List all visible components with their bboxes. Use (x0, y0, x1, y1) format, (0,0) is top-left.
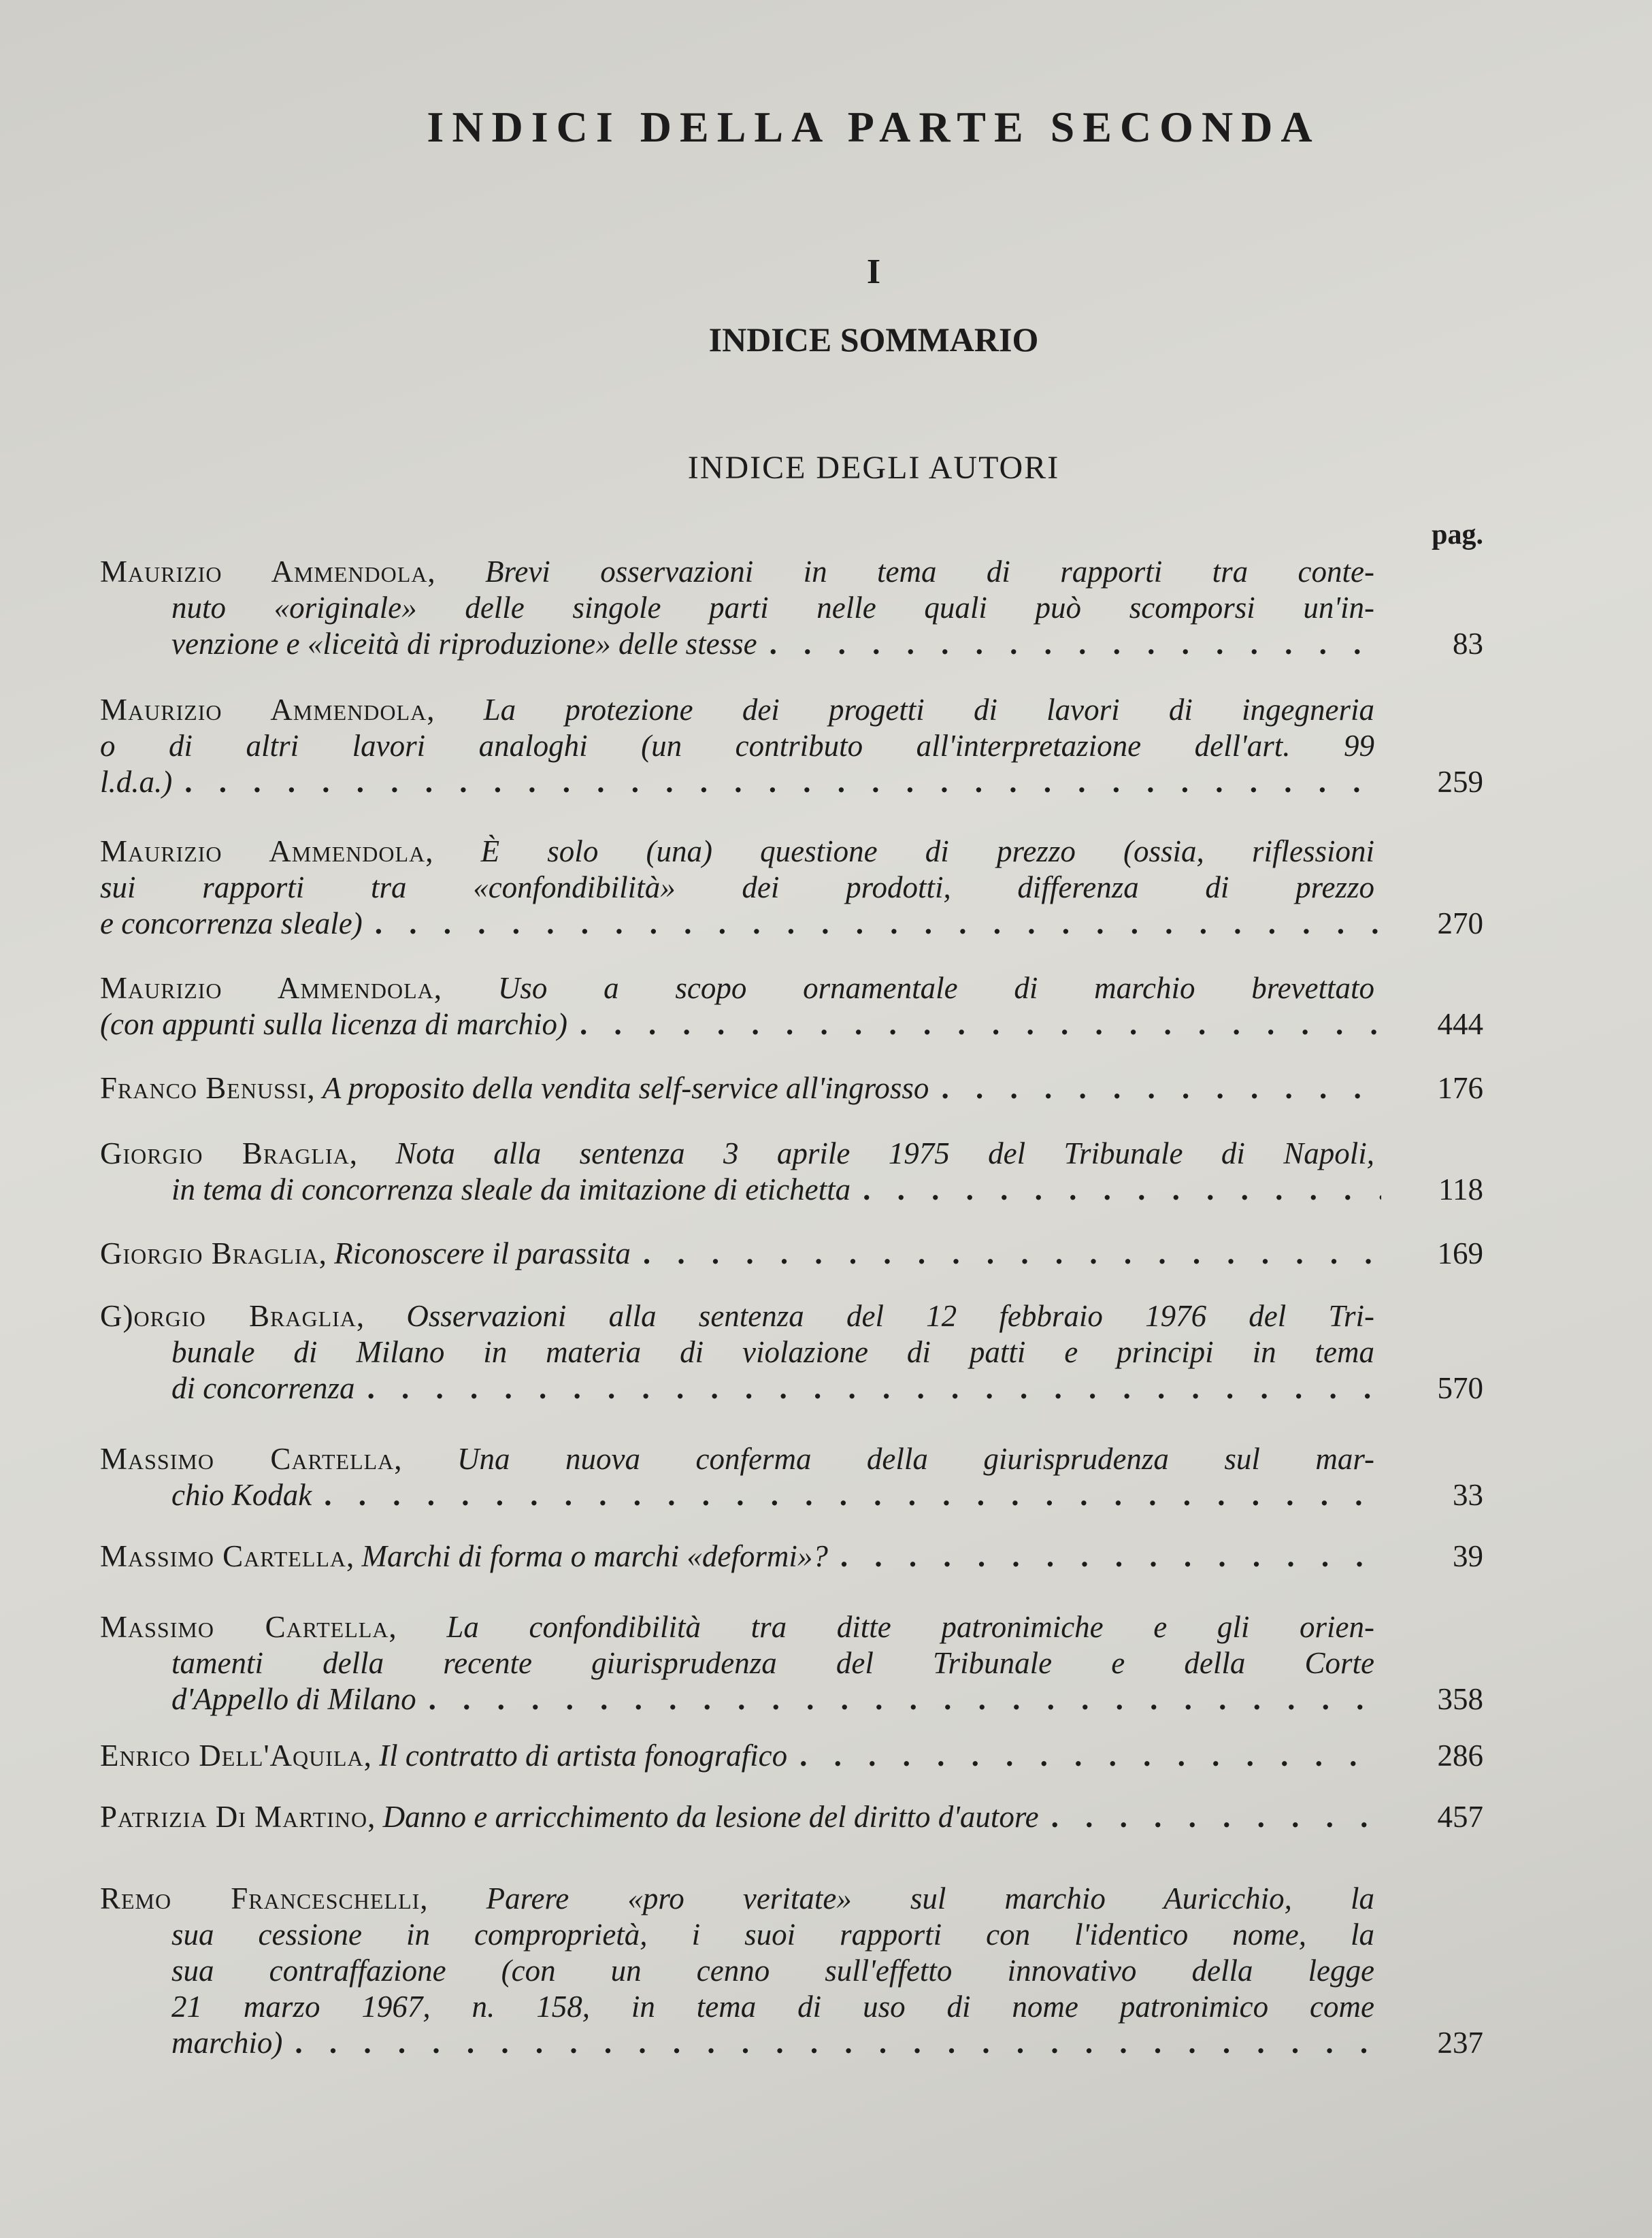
entry-line (100, 1681, 1483, 1717)
entry-text (100, 1006, 567, 1042)
entry-text (171, 1477, 312, 1513)
entry-line (100, 1136, 1374, 1172)
dot-leader (312, 1477, 1381, 1513)
entry-title: Il contratto di artista fonografico (379, 1739, 788, 1773)
dot-leader (416, 1681, 1381, 1717)
page-number: 358 (1437, 1682, 1483, 1716)
entry-title: tamenti della recente giurisprudenza del Tribunale e della Corte (171, 1646, 1374, 1680)
dot-leader (1039, 1799, 1381, 1835)
entry-text (171, 591, 1374, 625)
page-number: 270 (1437, 906, 1483, 940)
page-number: 259 (1437, 765, 1483, 799)
entry-title: venzione e «liceità di riproduzione» delle stesse (171, 627, 757, 661)
author-name: Maurizio Ammendola (100, 693, 427, 727)
index-entry (100, 1799, 1483, 1835)
entry-title: di concorrenza (171, 1371, 355, 1405)
index-entry (100, 692, 1483, 800)
entry-line (100, 1370, 1483, 1406)
entry-text (171, 626, 757, 662)
entry-line (100, 1538, 1483, 1575)
page-number: 83 (1453, 627, 1483, 661)
entry-text: Massimo Cartella, Marchi di forma o marchi «deformi»? (100, 1539, 828, 1573)
page-number: 286 (1437, 1739, 1483, 1773)
entry-line (100, 970, 1374, 1006)
entry-line (100, 1172, 1483, 1208)
entry-title: La confondibilità tra ditte patronimiche e gli orien- (446, 1610, 1375, 1644)
author-name: Maurizio Ammendola (100, 971, 434, 1005)
entry-line (100, 1738, 1483, 1774)
page-number: 118 (1438, 1172, 1483, 1206)
entry-title: Nota alla sentenza 3 aprile 1975 del Tribunale di Napoli, (395, 1136, 1374, 1170)
index-entry (100, 1441, 1483, 1513)
entry-line (100, 2025, 1483, 2061)
index-entry (100, 1538, 1483, 1575)
entry-text: Maurizio Ammendola, È solo (una) questione di prezzo (ossia, riflessioni (100, 834, 1374, 868)
entry-line (100, 1477, 1483, 1513)
dot-leader (929, 1070, 1381, 1106)
author-name: Enrico Dell'Aquila (100, 1739, 364, 1773)
index-entry (100, 1070, 1483, 1106)
entry-title: Danno e arricchimento da lesione del diritto d'autore (382, 1800, 1039, 1834)
entry-line (100, 906, 1483, 942)
author-name: Patrizia Di Martino (100, 1800, 368, 1834)
entry-title: La protezione dei progetti di lavori di ingegneria (483, 693, 1375, 727)
author-name: Maurizio Ammendola (100, 555, 428, 589)
entry-text: Massimo Cartella, Una nuova conferma della giurisprudenza sul mar- (100, 1442, 1375, 1476)
entry-text: Maurizio Ammendola, La protezione dei progetti di lavori di ingegneria (100, 693, 1375, 727)
entry-text: Franco Benussi, A proposito della vendita self-service all'ingrosso (100, 1071, 929, 1105)
entry-text (171, 1335, 1374, 1369)
page-number: 176 (1437, 1071, 1483, 1105)
page-number: 39 (1453, 1539, 1483, 1573)
entry-text: G)orgio Braglia, Osservazioni alla sentenza del 12 febbraio 1976 del Tri- (100, 1299, 1375, 1333)
entry-text (100, 870, 1374, 904)
entry-text (100, 729, 1374, 763)
entry-line (100, 626, 1483, 662)
author-name: G)orgio Braglia (100, 1299, 357, 1333)
entry-text (171, 1954, 1374, 1988)
entry-line (100, 1881, 1374, 1917)
page-number: 237 (1437, 2026, 1483, 2060)
entry-text (171, 1990, 1374, 2024)
entry-title: sui rapporti tra «confondibilità» dei prodotti, differenza di prezzo (100, 870, 1374, 904)
entry-title: Una nuova conferma della giurisprudenza sul mar- (457, 1442, 1375, 1476)
entry-title: Brevi osservazioni in tema di rapporti tra conte- (485, 555, 1374, 589)
entry-text (171, 1681, 416, 1717)
entry-title: chio Kodak (171, 1478, 312, 1512)
index-entry (100, 1298, 1483, 1406)
entry-text (171, 1370, 355, 1406)
entry-line (100, 590, 1374, 626)
dot-leader (567, 1006, 1381, 1042)
entry-text: Remo Franceschelli, Parere «pro veritate» sul marchio Auricchio, la (100, 1881, 1375, 1915)
entry-line (100, 1236, 1483, 1272)
author-name: Giorgio Braglia (100, 1136, 350, 1170)
section-heading: INDICE DEGLI AUTORI (687, 450, 1060, 486)
entry-line (100, 870, 1374, 906)
entry-title: A proposito della vendita self-service all'ingrosso (322, 1071, 929, 1105)
index-entry (100, 1738, 1483, 1774)
entry-title: Parere «pro veritate» sul marchio Auricchio, la (486, 1881, 1375, 1915)
entry-title: nuto «originale» delle singole parti nelle quali può scomporsi un'in- (171, 591, 1374, 625)
dot-leader (631, 1236, 1381, 1272)
author-name: Giorgio Braglia (100, 1236, 319, 1270)
entry-line (100, 728, 1374, 764)
entry-text: Maurizio Ammendola, Brevi osservazioni in tema di rapporti tra conte- (100, 555, 1374, 589)
author-name: Massimo Cartella (100, 1539, 347, 1573)
entry-title: 21 marzo 1967, n. 158, in tema di uso di nome patronimico come (171, 1990, 1374, 2024)
dot-leader (363, 906, 1381, 942)
part-number: I (866, 252, 881, 291)
index-entry (100, 554, 1483, 662)
dot-leader (355, 1370, 1381, 1406)
entry-title: e concorrenza sleale) (100, 906, 363, 940)
entry-line (100, 1609, 1374, 1645)
page-number: 457 (1437, 1800, 1483, 1834)
author-name: Massimo Cartella (100, 1442, 395, 1476)
entry-text (100, 764, 172, 800)
author-name: Maurizio Ammendola (100, 834, 426, 868)
subtitle: INDICE SOMMARIO (708, 320, 1039, 359)
entry-line (100, 1989, 1374, 2025)
entry-line (100, 1441, 1374, 1477)
entry-text: Massimo Cartella, La confondibilità tra ditte patronimiche e gli orien- (100, 1610, 1375, 1644)
page-column-label: pag. (1432, 519, 1483, 550)
entry-text (171, 1646, 1374, 1680)
entry-title: Marchi di forma o marchi «deformi»? (361, 1539, 828, 1573)
index-entry (100, 834, 1483, 942)
dot-leader (828, 1538, 1381, 1575)
index-entry (100, 1881, 1483, 2061)
entry-text (171, 1918, 1374, 1952)
entry-line (100, 1799, 1483, 1835)
page-number: 570 (1437, 1371, 1483, 1405)
entry-text: Giorgio Braglia, Nota alla sentenza 3 aprile 1975 del Tribunale di Napoli, (100, 1136, 1374, 1170)
dot-leader (757, 626, 1381, 662)
index-entry (100, 1609, 1483, 1717)
entry-title: (con appunti sulla licenza di marchio) (100, 1007, 567, 1041)
entry-text: Enrico Dell'Aquila, Il contratto di artista fonografico (100, 1739, 788, 1773)
entry-line (100, 1917, 1374, 1953)
dot-leader (787, 1738, 1381, 1774)
entry-text (171, 2025, 282, 2061)
entry-text: Maurizio Ammendola, Uso a scopo ornamentale di marchio brevettato (100, 971, 1375, 1005)
index-entry (100, 1136, 1483, 1208)
entry-line (100, 1334, 1374, 1370)
entry-line (100, 1006, 1483, 1042)
index-entry (100, 970, 1483, 1042)
entry-title: Uso a scopo ornamentale di marchio brevettato (497, 971, 1375, 1005)
entry-title: sua cessione in comproprietà, i suoi rapporti con l'identico nome, la (171, 1918, 1374, 1952)
author-name: Remo Franceschelli (100, 1881, 420, 1915)
entry-line (100, 1953, 1374, 1989)
entry-title: Riconoscere il parassita (334, 1236, 631, 1270)
page-number: 33 (1453, 1478, 1483, 1512)
entry-title: È solo (una) questione di prezzo (ossia, riflessioni (480, 834, 1374, 868)
entry-text: Patrizia Di Martino, Danno e arricchimento da lesione del diritto d'autore (100, 1800, 1039, 1834)
page-number: 169 (1437, 1236, 1483, 1270)
entry-text (171, 1172, 850, 1208)
entry-title: marchio) (171, 2026, 283, 2060)
entry-title: d'Appello di Milano (171, 1682, 416, 1716)
entry-title: l.d.a.) (100, 765, 173, 799)
entry-title: in tema di concorrenza sleale da imitazione di etichetta (171, 1172, 851, 1206)
dot-leader (282, 2025, 1381, 2061)
entry-title: sua contraffazione (con un cenno sull'effetto innovativo della legge (171, 1954, 1374, 1988)
entry-line (100, 1298, 1374, 1334)
entry-text (100, 906, 363, 942)
entry-title: o di altri lavori analoghi (un contributo all'interpretazione dell'art. 99 (100, 729, 1374, 763)
dot-leader (172, 764, 1381, 800)
entry-title: Osservazioni alla sentenza del 12 febbraio 1976 del Tri- (406, 1299, 1375, 1333)
entry-title: bunale di Milano in materia di violazione di patti e principi in tema (171, 1335, 1374, 1369)
entry-line (100, 764, 1483, 800)
entry-line (100, 1645, 1374, 1681)
author-name: Massimo Cartella (100, 1610, 389, 1644)
page-number: 444 (1437, 1007, 1483, 1041)
entry-line (100, 1070, 1483, 1106)
entry-text: Giorgio Braglia, Riconoscere il parassita (100, 1236, 631, 1270)
dot-leader (850, 1172, 1381, 1208)
page-title: INDICI DELLA PARTE SECONDA (427, 103, 1321, 151)
author-name: Franco Benussi (100, 1071, 308, 1105)
entry-line (100, 554, 1374, 590)
entry-line (100, 692, 1374, 728)
index-entry (100, 1236, 1483, 1272)
entry-line (100, 834, 1374, 870)
